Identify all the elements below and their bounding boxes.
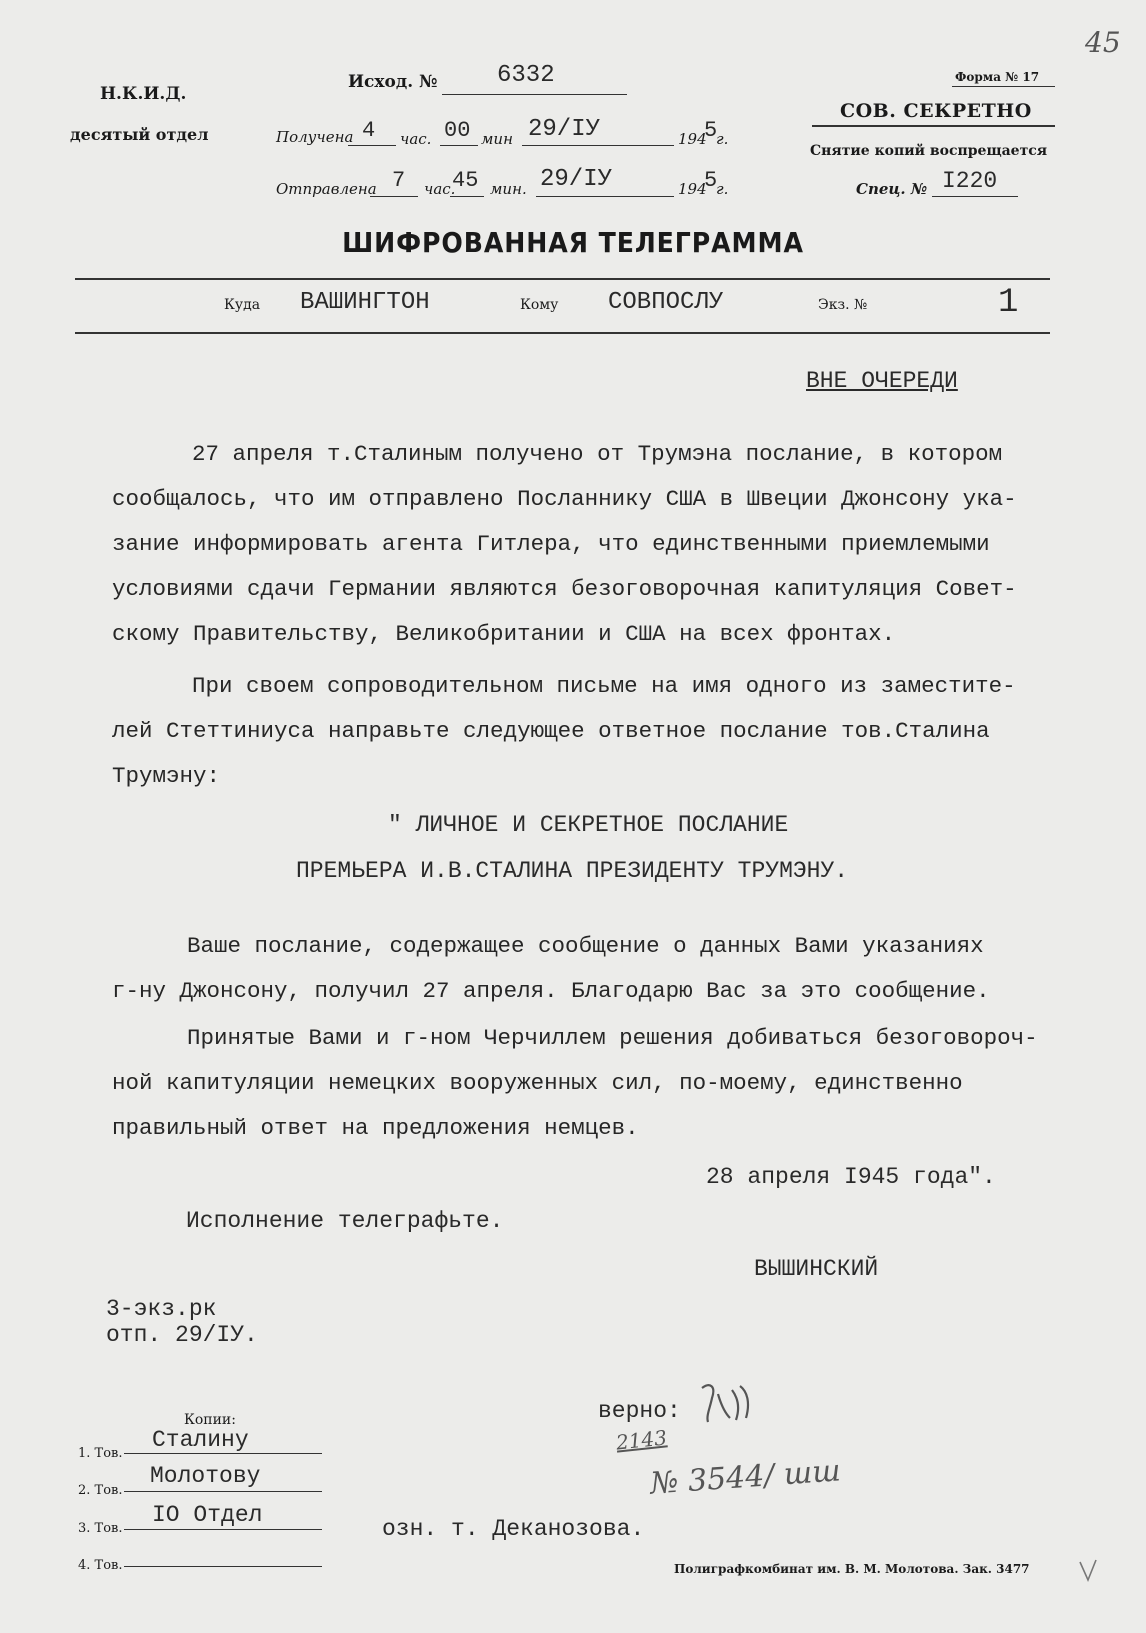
signature: ВЫШИНСКИЙ	[754, 1256, 879, 1282]
copies-label: Копии:	[184, 1412, 236, 1428]
copy-label: Экз. №	[818, 297, 868, 313]
document-title: ШИФРОВАННАЯ ТЕЛЕГРАММА	[342, 226, 804, 259]
to-label: Кому	[520, 297, 559, 313]
priority: ВНЕ ОЧЕРЕДИ	[806, 368, 958, 394]
outgoing-underline	[442, 94, 627, 95]
received-minute: 00	[444, 118, 471, 143]
text-line: скому Правительству, Великобритании и США на всех фронтах.	[112, 621, 896, 647]
text-line: Ваше послание, содержащее сообщение о данных Вами указаниях	[187, 933, 984, 959]
where-label: Куда	[224, 297, 261, 313]
text-line: правильный ответ на предложения немцев.	[112, 1115, 639, 1141]
outgoing-label: Исход. №	[348, 72, 438, 92]
received-label: Получена	[276, 128, 354, 146]
spec-number: I220	[942, 168, 998, 194]
sent-minute: 45	[452, 168, 479, 193]
to-value: СОВПОСЛУ	[608, 289, 724, 316]
where-value: ВАШИНГТОН	[300, 289, 430, 316]
org-name: Н.К.И.Д.	[100, 84, 187, 104]
sent-hour: 7	[392, 168, 406, 193]
acquaint-note: озн. т. Деканозова.	[382, 1516, 645, 1542]
page-number: 45	[1085, 26, 1121, 59]
copy-row-number: 4. Тов.	[78, 1558, 123, 1573]
copy-number: 1	[998, 284, 1019, 322]
message-heading-1: " ЛИЧНОЕ И СЕКРЕТНОЕ ПОСЛАНИЕ	[388, 812, 789, 838]
text-line: условиями сдачи Германии являются безоговорочная капитуляция Совет-	[112, 576, 1017, 602]
received-hour: 4	[362, 118, 376, 143]
check-mark-icon	[1076, 1556, 1100, 1586]
message-date: 28 апреля I945 года".	[706, 1164, 996, 1190]
copies-count: 3-экз.рк	[106, 1296, 217, 1322]
hand-number-1: 2143	[614, 1425, 669, 1455]
verified-label: верно:	[598, 1398, 681, 1424]
text-line: 27 апреля т.Сталиным получено от Трумэна послание, в котором	[192, 441, 1003, 467]
no-copies-note: Снятие копий воспрещается	[810, 143, 1048, 159]
copy-recipient: Молотову	[150, 1463, 261, 1489]
text-line: сообщалось, что им отправлено Посланнику США в Швеции Джонсону ука-	[112, 486, 1017, 512]
verified-initials-icon	[696, 1378, 756, 1428]
form-label: Форма № 17	[955, 70, 1040, 84]
address-bottom-rule	[75, 332, 1050, 334]
message-heading-2: ПРЕМЬЕРА И.В.СТАЛИНА ПРЕЗИДЕНТУ ТРУМЭНУ.	[296, 858, 849, 884]
telegram-page: 45 Н.К.И.Д. десятый отдел Исход. № 6332 Получена 4 час. 00 мин 29/IУ 194 5 г. Отправлена 7 час. 45 мин. 29/IУ 194 5 г. Форма № 17 СОВ. СЕКРЕТНО Снятие копий воспрещается Спец. № I220 ШИФРОВАННАЯ ТЕЛЕГРАММА Куда ВАШИНГТОН Кому СОВПОСЛУ Экз. № 1 ВНЕ ОЧЕРЕДИ 27 апреля т.Сталиным получено от Трумэна послание, в котором сообщалось, что им отправлено Посланнику США в Швеции Джонсону ука- зание информировать агента Гитлера, что единственными приемлемыми условиями сдачи Германии являются безоговорочная капитуляция Совет- скому Правительству, Великобритании и США на всех фронтах. При своем сопроводительном письме на имя одного из заместите- лей Стеттиниуса направьте следующее ответное послание тов.Сталина Трумэну: " ЛИЧНОЕ И СЕКРЕТНОЕ ПОСЛАНИЕ ПРЕМЬЕРА И.В.СТАЛИНА ПРЕЗИДЕНТУ ТРУМЭНУ. Ваше послание, содержащее сообщение о данных Вами указаниях г-ну Джонсону, получил 27 апреля. Благодарю Вас за это сообщение. Принятые Вами и г-ном Черчиллем решения добиваться безоговороч- ной капитуляции немецких вооруженных сил, по-моему, единственно правильный ответ на предложения немцев. 28 апреля I945 года". Исполнение телеграфьте. ВЫШИНСКИЙ 3-экз.рк отп. 29/IУ. верно: 2143 № 3544/ шш Копии: 1. Тов. Сталину 2. Тов. Молотову 3. Тов. IO Отдел 4. Тов. озн. т. Деканозова. Полиграфкомбинат им. В. М. Молотова. Зак. 3477	[0, 0, 1146, 1633]
paragraph-2	[112, 664, 1122, 799]
received-date: 29/IУ	[528, 116, 601, 143]
copy-recipient: IO Отдел	[152, 1502, 263, 1528]
paragraph-4	[112, 1016, 1122, 1151]
spec-label: Спец. №	[856, 180, 928, 198]
text-line: ной капитуляции немецких вооруженных сил, по-моему, единственно	[112, 1070, 963, 1096]
hand-number-2: № 3544/ шш	[649, 1453, 842, 1502]
text-line: Трумэну:	[112, 763, 221, 789]
text-line: Принятые Вами и г-ном Черчиллем решения добиваться безоговороч-	[187, 1025, 1038, 1051]
text-line: лей Стеттиниуса направьте следующее ответное послание тов.Сталина	[112, 718, 990, 744]
copy-row-number: 2. Тов.	[78, 1483, 123, 1498]
text-line: При своем сопроводительном письме на имя одного из заместите-	[192, 673, 1016, 699]
department: десятый отдел	[70, 125, 209, 144]
sent-label: Отправлена	[276, 180, 377, 198]
sent-note: отп. 29/IУ.	[106, 1322, 258, 1348]
outgoing-number: 6332	[497, 62, 555, 89]
text-line: зание информировать агента Гитлера, что единственными приемлемыми	[112, 531, 990, 557]
copy-recipient: Сталину	[152, 1427, 249, 1453]
paragraph-3	[112, 924, 1122, 1014]
classification: СОВ. СЕКРЕТНО	[840, 100, 1032, 122]
instruction: Исполнение телеграфьте.	[186, 1208, 504, 1234]
text-line: г-ну Джонсону, получил 27 апреля. Благодарю Вас за это сообщение.	[112, 978, 990, 1004]
paragraph-1	[112, 432, 1122, 657]
printer-imprint: Полиграфкомбинат им. В. М. Молотова. Зак. 3477	[674, 1562, 1030, 1576]
sent-date: 29/IУ	[540, 166, 613, 193]
address-top-rule	[75, 278, 1050, 280]
copy-row-number: 3. Тов.	[78, 1521, 123, 1536]
copy-row-number: 1. Тов.	[78, 1446, 123, 1461]
